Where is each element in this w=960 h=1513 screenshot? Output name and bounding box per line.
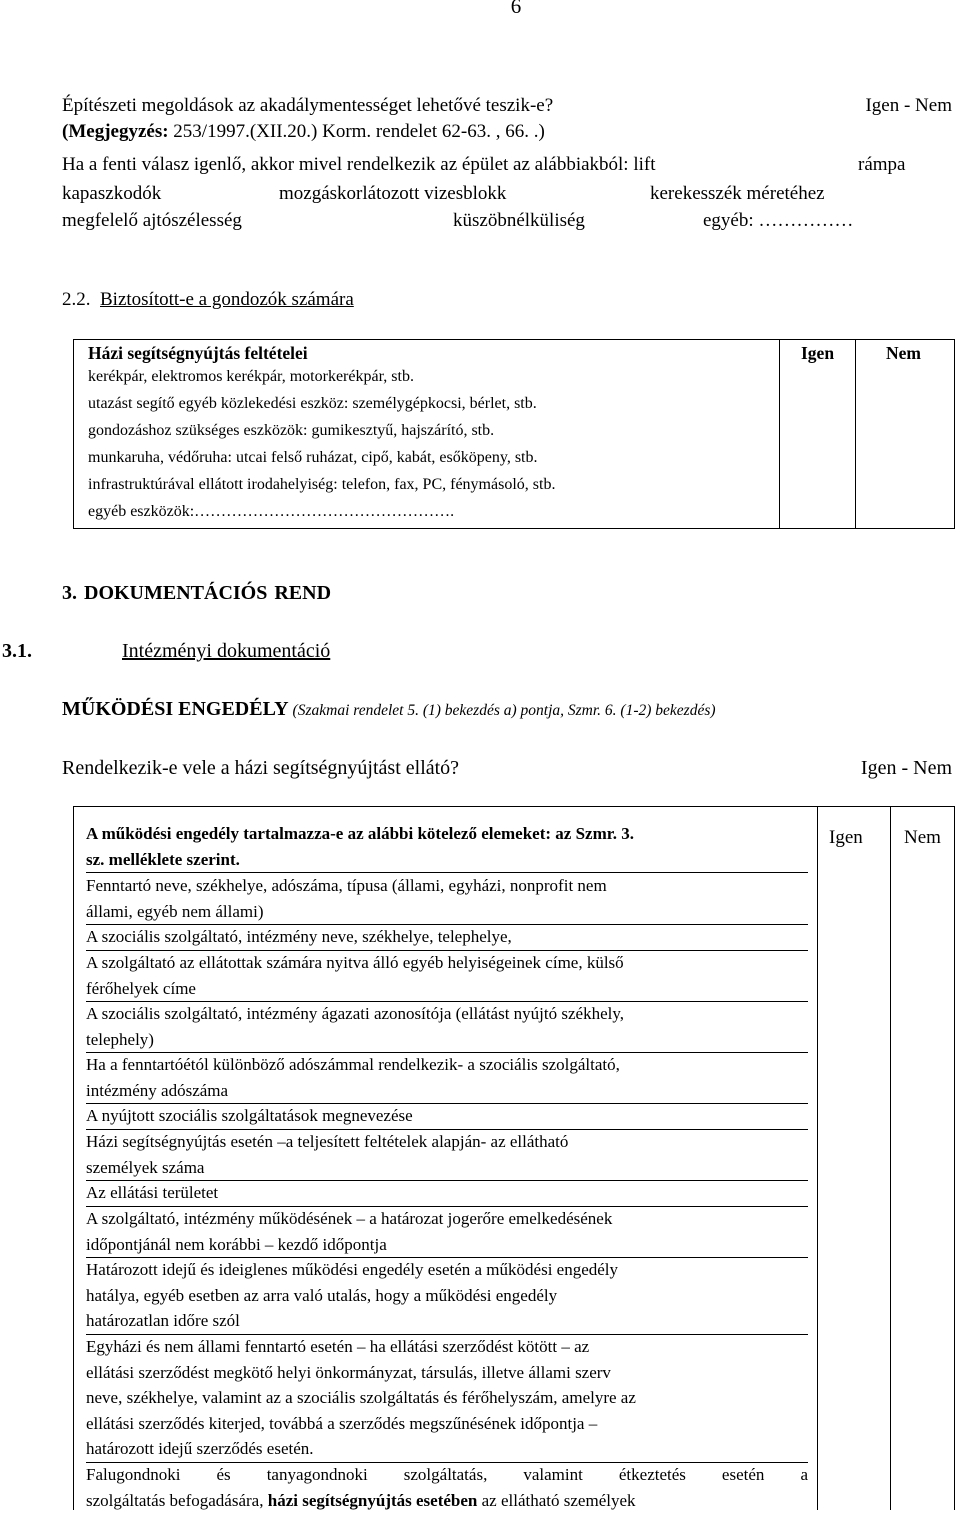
col-no: Nem [904,827,941,849]
row-line: Az ellátási területet [86,1180,808,1206]
access-wheelchair: kerekesszék méretéhez [650,181,825,207]
table-row [86,1462,808,1513]
table-row: infrastruktúrával ellátott irodahelyiség: telefon, fax, PC, fénymásoló, stb. [88,476,555,494]
row-line: telephely) [86,1027,808,1053]
table-header: Házi segítségnyújtás feltételei [88,343,308,364]
access-doorwidth: megfelelő ajtószélesség [62,208,242,234]
section-31-title: Intézményi dokumentáció [122,640,330,663]
table-header [86,821,808,872]
header-line: A működési engedély tartalmazza-e az alábbi kötelező elemeket: az Szmr. 3. [86,821,808,847]
row-line: intézmény adószáma [86,1078,808,1104]
row-line: Határozott idejű és ideiglenes működési engedély esetén a működési engedély [86,1257,808,1283]
section-22-heading [62,287,354,313]
row-line [86,1488,808,1513]
row-line: férőhelyek címe [86,976,808,1002]
table-row [86,872,808,925]
row-text: szolgáltatás befogadására, [86,1491,263,1510]
permit-reference: (Szakmai rendelet 5. (1) bekezdés a) pontja, Szmr. 6. (1-2) bekezdés) [293,702,716,719]
col-yes: Igen [801,343,834,364]
table-row [86,1206,808,1258]
table-row: egyéb eszközök:…………………………………………. [88,503,454,521]
row-line: A szociális szolgáltató, intézmény neve, székhelye, telephelye, [86,924,808,950]
section-31-number: 3.1. [2,640,32,663]
column-divider [779,340,780,528]
row-line: A szociális szolgáltató, intézmény ágazati azonosítója (ellátást nyújtó székhely, [86,1001,808,1027]
table-row: munkaruha, védőruha: utcai felső ruházat, cipő, kabát, esőköpeny, stb. [88,449,537,467]
access-line3: Ha a fenti válasz igenlő, akkor mivel rendelkezik az épület az alábbiakból: lift [62,152,656,178]
row-text-bold: házi segítségnyújtás esetében [268,1491,478,1510]
table-row [86,1052,808,1104]
table-row [86,1257,808,1335]
row-line: A szolgáltató, intézmény működésének – a határozat jogerőre emelkedésének [86,1206,808,1232]
row-text: az ellátható személyek [482,1491,636,1510]
row-line: határozatlan időre szól [86,1308,808,1334]
access-note [62,119,545,145]
row-line: időpontjánál nem korábbi – kezdő időpontja [86,1232,808,1258]
table-row [86,1103,808,1130]
header-line: sz. melléklete szerint. [86,847,808,873]
row-line: Ha a fenntartóétól különböző adószámmal rendelkezik- a szociális szolgáltató, [86,1052,808,1078]
table-row [86,924,808,951]
column-divider [890,807,891,1510]
column-divider [855,340,856,528]
access-question: Építészeti megoldások az akadálymentességet lehetővé teszik-e? [62,93,553,119]
permit-contents-table [73,806,955,1510]
caregiver-conditions-table [73,339,955,529]
row-line: A nyújtott szociális szolgáltatások megnevezése [86,1103,808,1129]
access-other: egyéb: …………… [703,208,853,234]
column-divider [817,807,818,1510]
row-line: ellátási szerződés kiterjed, továbbá a szerződés megszűnésének időpontja – [86,1411,808,1437]
permit-title: MŰKÖDÉSI ENGEDÉLY [62,698,289,720]
row-line: Falugondnoki és tanyagondnoki szolgáltatás, valamint étkeztetés esetén a [86,1462,808,1488]
table-row [86,1180,808,1207]
permit-question: Rendelkezik-e vele a házi segítségnyújtást ellátó? [62,755,459,781]
permit-answer: Igen - Nem [861,755,952,781]
access-answer: Igen - Nem [865,93,952,119]
section-22-title: Biztosított-e a gondozók számára [100,289,354,310]
section-3-heading: 3. DOKUMENTÁCIÓS REND [62,582,331,605]
row-line: Fenntartó neve, székhelye, adószáma, típusa (állami, egyházi, nonprofit nem [86,873,808,899]
row-line: személyek száma [86,1155,808,1181]
row-line: ellátási szerződést megkötő helyi önkormányzat, társulás, illetve állami szerv [86,1360,808,1386]
note-text: 253/1997.(XII.20.) Korm. rendelet 62-63. , 66. .) [169,121,545,142]
row-line: Házi segítségnyújtás esetén –a teljesített feltételek alapján- az ellátható [86,1129,808,1155]
table-row [86,950,808,1002]
row-line: határozott idejű szerződés esetén. [86,1436,808,1462]
col-no: Nem [886,343,921,364]
note-label: (Megjegyzés: [62,121,169,142]
table-row: gondozáshoz szükséges eszközök: gumikesztyű, hajszárító, stb. [88,422,494,440]
col-yes: Igen [829,827,863,849]
page-number: 6 [0,0,960,19]
row-line: állami, egyéb nem állami) [86,899,808,925]
row-line: neve, székhelye, valamint az a szociális szolgáltatás és férőhelyszám, amelyre az [86,1385,808,1411]
section-22-number: 2.2. [62,289,91,310]
row-line: hatálya, egyéb esetben az arra való utalás, hogy a működési engedély [86,1283,808,1309]
table-row: utazást segítő egyéb közlekedési eszköz: személygépkocsi, bérlet, stb. [88,395,537,413]
permit-line [62,698,716,721]
table-row: kerékpár, elektromos kerékpár, motorkerékpár, stb. [88,368,414,386]
table-row [86,1129,808,1181]
table-row [86,1334,808,1463]
access-wc: mozgáskorlátozott vizesblokk [279,181,506,207]
table-row [86,1001,808,1053]
access-ramp: rámpa [858,152,905,178]
access-threshold: küszöbnélküliség [453,208,585,234]
access-handrails: kapaszkodók [62,181,161,207]
row-line: A szolgáltató az ellátottak számára nyitva álló egyéb helyiségeinek címe, külső [86,950,808,976]
row-line: Egyházi és nem állami fenntartó esetén – ha ellátási szerződést kötött – az [86,1334,808,1360]
